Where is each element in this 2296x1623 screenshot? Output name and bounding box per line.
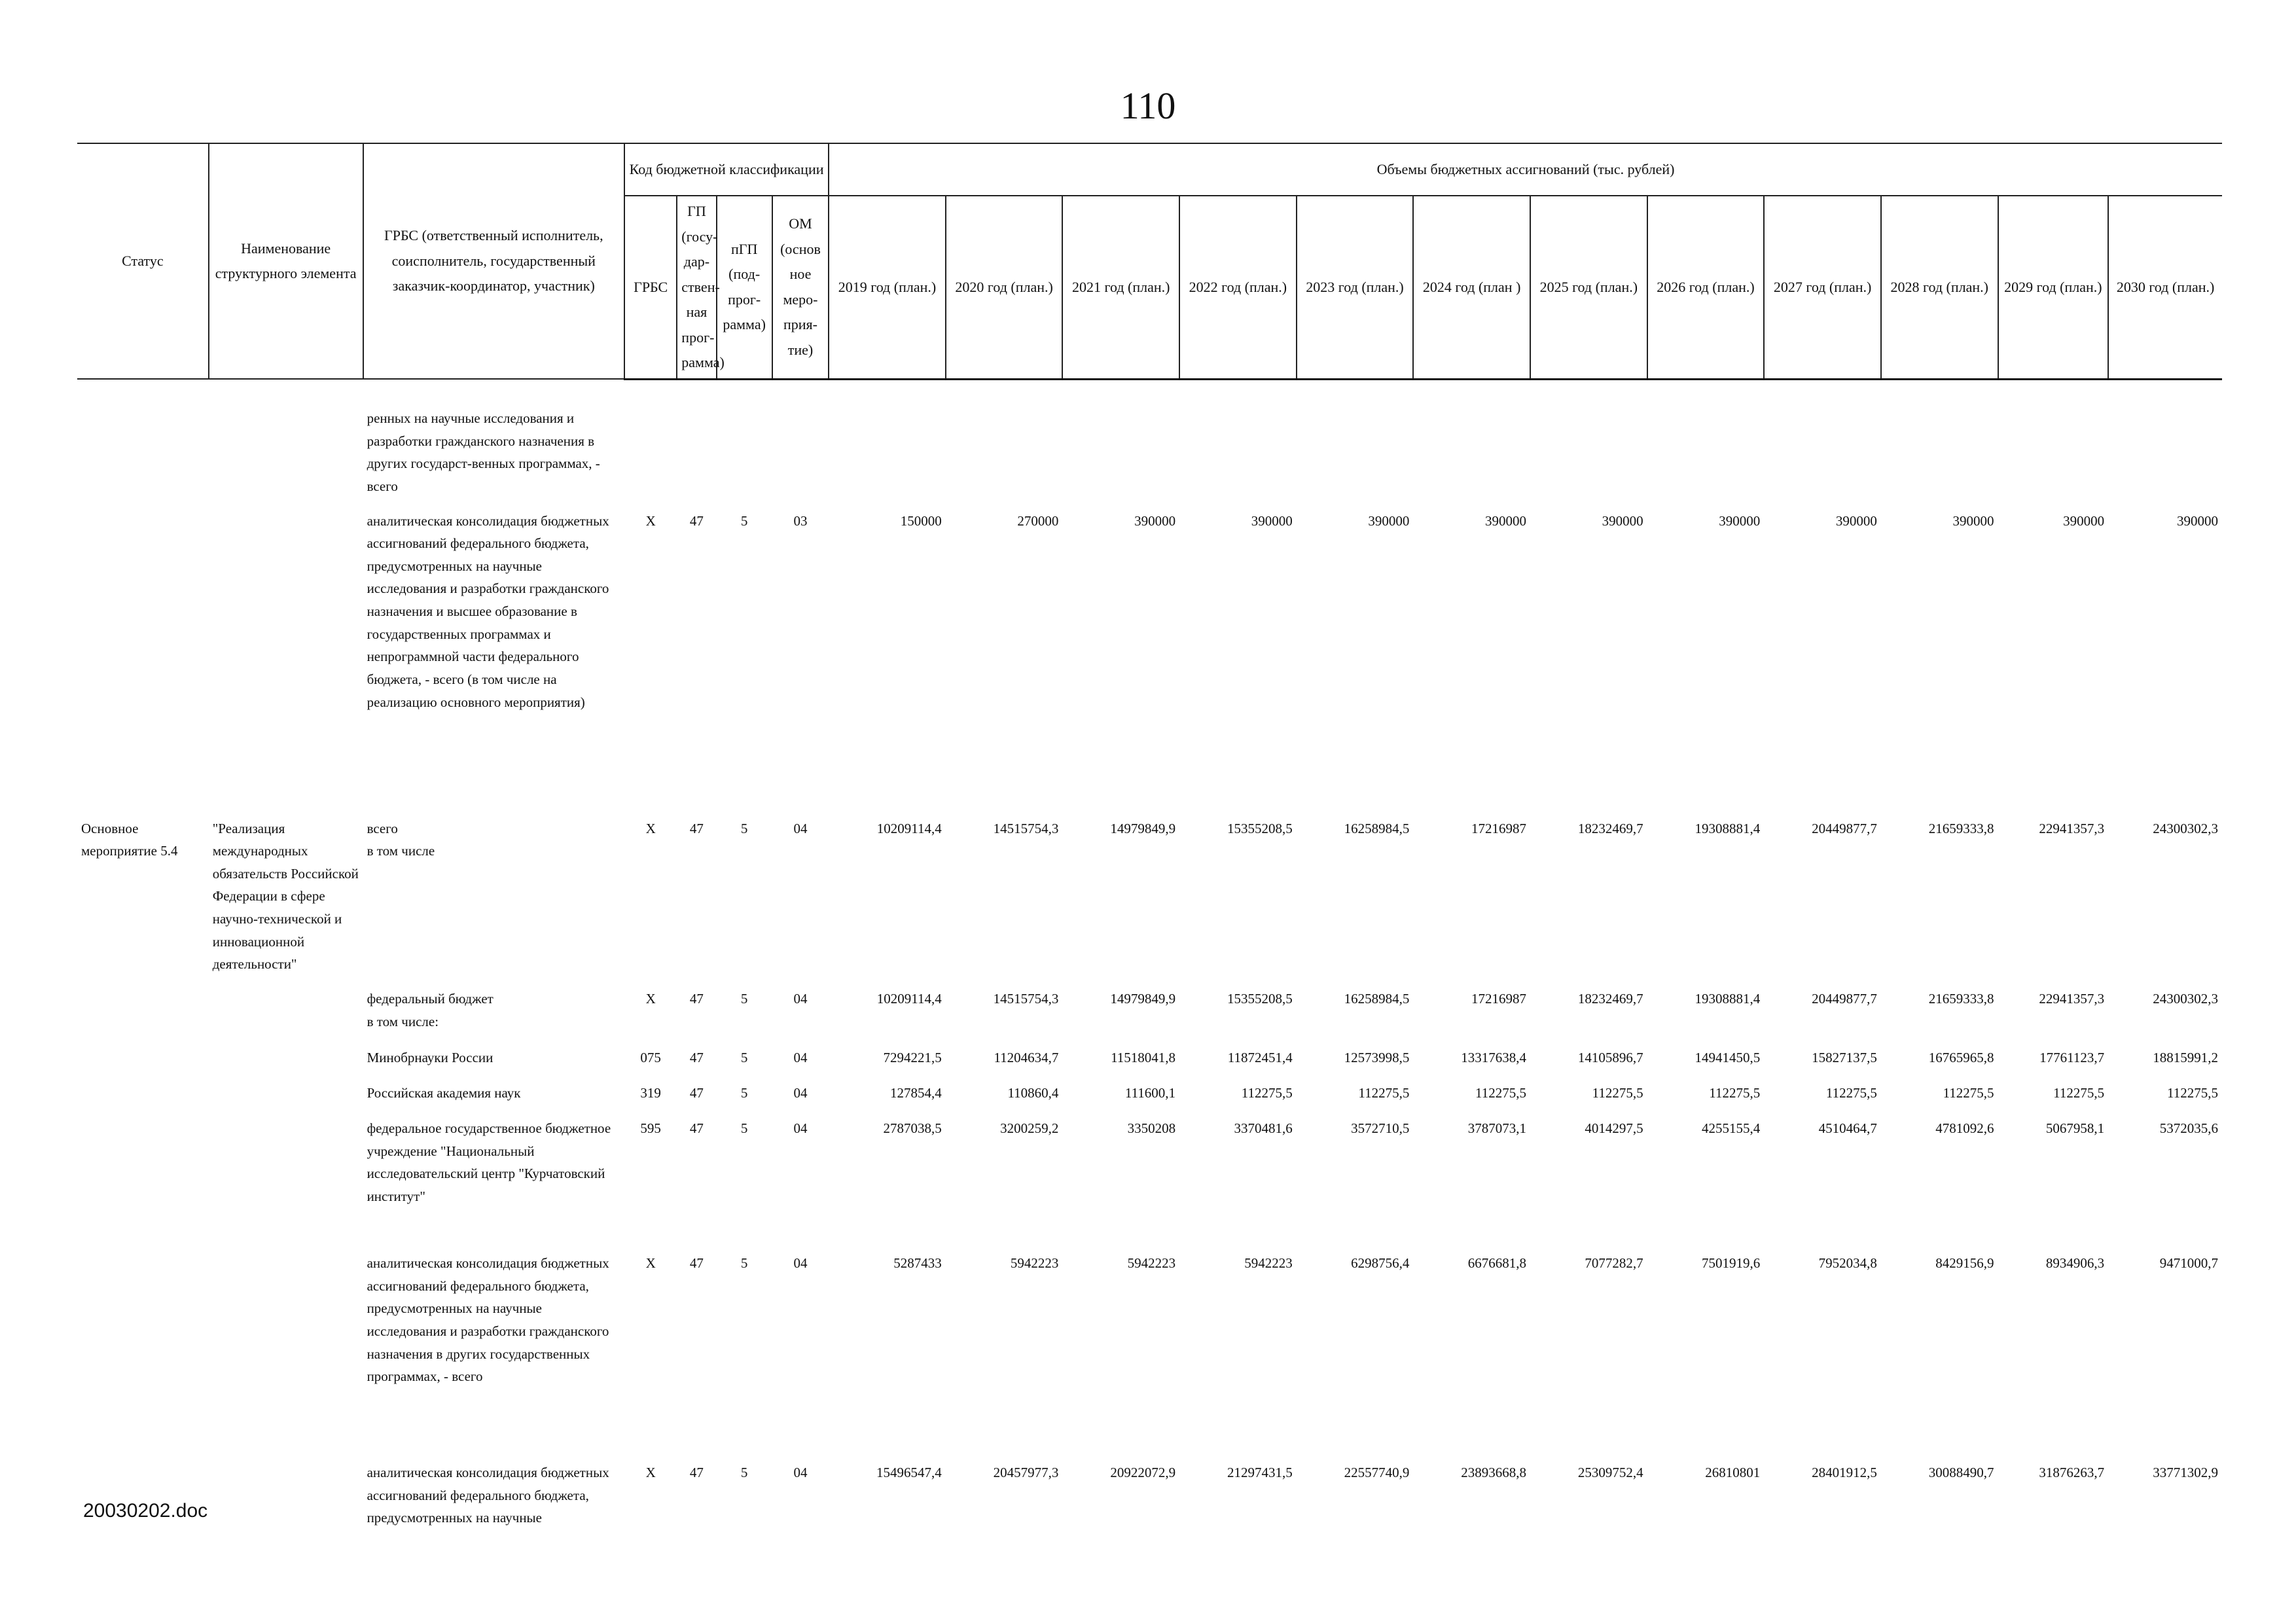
status-cell: [77, 1041, 209, 1077]
value-cell: [1647, 379, 1765, 505]
value-cell: 4781092,6: [1935, 1120, 1994, 1137]
value-cell: 14515754,3: [993, 991, 1059, 1007]
grbs-name-cell: Минобрнауки России: [367, 1050, 493, 1066]
gp-code-cell: 47: [689, 1465, 704, 1481]
value-cell: 30088490,7: [1928, 1465, 1994, 1481]
value-cell: 390000: [1134, 512, 1176, 529]
value-cell: 26810801: [1705, 1465, 1761, 1481]
grbs-name-cell: ренных на научные исследования и разработки гражданского назначения в других государст-венных программах, - всего: [367, 410, 600, 494]
value-cell: 15827137,5: [1812, 1050, 1877, 1066]
value-cell: 22941357,3: [2039, 820, 2105, 836]
pgp-code-cell: 5: [740, 1085, 748, 1101]
value-cell: 390000: [1368, 512, 1410, 529]
header-volumes-group: Объемы бюджетных ассигнований (тыс. рублей): [829, 143, 2222, 196]
value-cell: 17216987: [1471, 820, 1526, 836]
value-cell: 3350208: [1127, 1120, 1176, 1137]
value-cell: 20457977,3: [993, 1465, 1059, 1481]
value-cell: 14941450,5: [1695, 1050, 1761, 1066]
value-cell: 15355208,5: [1227, 991, 1293, 1007]
header-code-group: Код бюджетной классификации: [624, 143, 829, 196]
header-year: 2030 год (план.): [2108, 196, 2222, 379]
table-row: [77, 1456, 2222, 1554]
value-cell: 390000: [1484, 512, 1526, 529]
value-cell: 10209114,4: [876, 991, 942, 1007]
value-cell: 112275,5: [1825, 1085, 1877, 1101]
value-cell: 112275,5: [1358, 1085, 1410, 1101]
header-year: 2022 год (план.): [1179, 196, 1297, 379]
value-cell: 150000: [900, 512, 942, 529]
header-year: 2024 год (план ): [1413, 196, 1530, 379]
grbs-name-cell: всего в том числе: [367, 820, 435, 859]
value-cell: 8429156,9: [1935, 1255, 1994, 1272]
value-cell: 16258984,5: [1344, 820, 1410, 836]
value-cell: [1179, 379, 1297, 505]
element-name-cell: "Реализация международных обязательств Российской Федерации в сфере научно-технической и инновационной деятельности": [212, 820, 359, 972]
value-cell: 17216987: [1471, 991, 1526, 1007]
header-year: 2023 год (план.): [1297, 196, 1414, 379]
value-cell: 5942223: [1127, 1255, 1176, 1272]
value-cell: 390000: [1952, 512, 1994, 529]
pgp-code-cell: 5: [740, 1120, 748, 1137]
table-row: [77, 379, 2222, 505]
value-cell: 112275,5: [1592, 1085, 1643, 1101]
value-cell: 110860,4: [1007, 1085, 1059, 1101]
header-om: ОМ (основ ное меро-прия-тие): [772, 196, 829, 379]
value-cell: 4255155,4: [1702, 1120, 1761, 1137]
value-cell: 20449877,7: [1812, 991, 1877, 1007]
value-cell: 20922072,9: [1110, 1465, 1176, 1481]
value-cell: 5942223: [1244, 1255, 1293, 1272]
value-cell: 7501919,6: [1702, 1255, 1761, 1272]
header-year: 2019 год (план.): [829, 196, 946, 379]
grbs-code-cell: X: [645, 512, 656, 529]
header-pgp: пГП (под-прог-рамма): [717, 196, 772, 379]
value-cell: 12573998,5: [1344, 1050, 1410, 1066]
grbs-code-cell: 319: [640, 1085, 661, 1101]
value-cell: 111600,1: [1124, 1085, 1176, 1101]
grbs-code-cell: X: [645, 820, 656, 836]
om-code-cell: 03: [793, 512, 808, 529]
gp-code-cell: 47: [689, 1085, 704, 1101]
value-cell: 5067958,1: [2045, 1120, 2105, 1137]
value-cell: 5942223: [1010, 1255, 1059, 1272]
om-code-cell: 04: [793, 1120, 808, 1137]
value-cell: 18232469,7: [1577, 820, 1643, 836]
status-cell: [77, 1112, 209, 1247]
value-cell: 31876263,7: [2039, 1465, 2105, 1481]
status-cell: [77, 1247, 209, 1456]
header-year: 2026 год (план.): [1647, 196, 1765, 379]
value-cell: [1530, 379, 1647, 505]
value-cell: [1764, 379, 1881, 505]
document-filename: 20030202.doc: [83, 1500, 208, 1522]
value-cell: 390000: [1251, 512, 1293, 529]
value-cell: 21297431,5: [1227, 1465, 1293, 1481]
om-code-cell: [772, 379, 829, 505]
value-cell: 24300302,3: [2153, 991, 2218, 1007]
grbs-code-cell: X: [645, 991, 656, 1007]
value-cell: 14979849,9: [1110, 820, 1176, 836]
header-element-name: Наименование структурного элемента: [209, 143, 363, 379]
value-cell: 20449877,7: [1812, 820, 1877, 836]
grbs-name-cell: аналитическая консолидация бюджетных ассигнований федерального бюджета, предусмотренных на научные исследования и разработки гражданского назначения в других государственных программах, - всего: [367, 1255, 609, 1385]
budget-allocation-table: [77, 143, 2222, 1554]
value-cell: 270000: [1017, 512, 1059, 529]
value-cell: 112275,5: [1709, 1085, 1761, 1101]
value-cell: 21659333,8: [1928, 820, 1994, 836]
value-cell: 390000: [2177, 512, 2218, 529]
header-year: 2027 год (план.): [1764, 196, 1881, 379]
value-cell: 15355208,5: [1227, 820, 1293, 836]
element-name-cell: [209, 1077, 363, 1112]
value-cell: 7077282,7: [1585, 1255, 1643, 1272]
value-cell: 16258984,5: [1344, 991, 1410, 1007]
value-cell: 6298756,4: [1351, 1255, 1410, 1272]
value-cell: 9471000,7: [2159, 1255, 2218, 1272]
header-year: 2021 год (план.): [1062, 196, 1179, 379]
grbs-name-cell: аналитическая консолидация бюджетных ассигнований федерального бюджета, предусмотренных на научные исследования и разработки гражданского назначения и высшее образование в государственных программах и непрограммной части федерального бюджета, - всего (в том числе на реализацию основного мероприятия): [367, 512, 609, 710]
value-cell: 21659333,8: [1928, 991, 1994, 1007]
table-row: [77, 1247, 2222, 1456]
grbs-name-cell: федеральный бюджет в том числе:: [367, 991, 493, 1029]
element-name-cell: [209, 1456, 363, 1554]
gp-code-cell: 47: [689, 1120, 704, 1137]
gp-code-cell: 47: [689, 1255, 704, 1272]
value-cell: 3200259,2: [1000, 1120, 1059, 1137]
value-cell: 17761123,7: [2039, 1050, 2105, 1066]
value-cell: [1062, 379, 1179, 505]
element-name-cell: [209, 982, 363, 1041]
om-code-cell: 04: [793, 1050, 808, 1066]
element-name-cell: [209, 379, 363, 505]
value-cell: 19308881,4: [1695, 820, 1761, 836]
value-cell: 5372035,6: [2159, 1120, 2218, 1137]
value-cell: 11518041,8: [1111, 1050, 1176, 1066]
value-cell: 7952034,8: [1818, 1255, 1877, 1272]
om-code-cell: 04: [793, 820, 808, 836]
value-cell: 7294221,5: [883, 1050, 942, 1066]
gp-code-cell: 47: [689, 1050, 704, 1066]
value-cell: 390000: [2063, 512, 2105, 529]
table-row: [77, 812, 2222, 982]
gp-code-cell: 47: [689, 512, 704, 529]
value-cell: [1881, 379, 1998, 505]
value-cell: 112275,5: [2053, 1085, 2105, 1101]
value-cell: 25309752,4: [1577, 1465, 1643, 1481]
value-cell: [829, 379, 946, 505]
value-cell: 28401912,5: [1812, 1465, 1877, 1481]
value-cell: 15496547,4: [876, 1465, 942, 1481]
value-cell: 112275,5: [2167, 1085, 2218, 1101]
value-cell: 5287433: [893, 1255, 942, 1272]
om-code-cell: 04: [793, 1465, 808, 1481]
gp-code-cell: 47: [689, 820, 704, 836]
pgp-code-cell: 5: [740, 1050, 748, 1066]
grbs-name-cell: Российская академия наук: [367, 1085, 521, 1101]
value-cell: 127854,4: [890, 1085, 942, 1101]
header-year: 2028 год (план.): [1881, 196, 1998, 379]
page-number: 110: [1120, 84, 1176, 127]
pgp-code-cell: 5: [740, 1465, 748, 1481]
grbs-name-cell: аналитическая консолидация бюджетных ассигнований федерального бюджета, предусмотренных на научные: [367, 1465, 609, 1526]
grbs-code-cell: X: [645, 1255, 656, 1272]
value-cell: 14105896,7: [1577, 1050, 1643, 1066]
value-cell: 3787073,1: [1467, 1120, 1526, 1137]
table-row: [77, 1077, 2222, 1112]
value-cell: 14515754,3: [993, 820, 1059, 836]
value-cell: 4510464,7: [1818, 1120, 1877, 1137]
value-cell: 33771302,9: [2153, 1465, 2218, 1481]
header-year: 2020 год (план.): [946, 196, 1063, 379]
header-grbs: ГРБС: [624, 196, 677, 379]
value-cell: 2787038,5: [883, 1120, 942, 1137]
header-status: Статус: [77, 143, 209, 379]
header-year: 2025 год (план.): [1530, 196, 1647, 379]
value-cell: 6676681,8: [1467, 1255, 1526, 1272]
value-cell: 23893668,8: [1461, 1465, 1526, 1481]
value-cell: [2108, 379, 2222, 505]
status-cell: [77, 982, 209, 1041]
status-cell: Основное мероприятие 5.4: [81, 820, 178, 859]
om-code-cell: 04: [793, 1085, 808, 1101]
value-cell: 18815991,2: [2153, 1050, 2218, 1066]
value-cell: 18232469,7: [1577, 991, 1643, 1007]
om-code-cell: 04: [793, 991, 808, 1007]
element-name-cell: [209, 1041, 363, 1077]
value-cell: 390000: [1835, 512, 1877, 529]
om-code-cell: 04: [793, 1255, 808, 1272]
pgp-code-cell: 5: [740, 820, 748, 836]
element-name-cell: [209, 1112, 363, 1247]
value-cell: 14979849,9: [1110, 991, 1176, 1007]
value-cell: [1998, 379, 2109, 505]
gp-code-cell: [677, 379, 716, 505]
status-cell: [77, 379, 209, 505]
value-cell: 112275,5: [1943, 1085, 1994, 1101]
gp-code-cell: 47: [689, 991, 704, 1007]
table-row: [77, 1041, 2222, 1077]
status-cell: [77, 505, 209, 812]
element-name-cell: [209, 1247, 363, 1456]
value-cell: [1413, 379, 1530, 505]
header-year: 2029 год (план.): [1998, 196, 2109, 379]
value-cell: 3370481,6: [1234, 1120, 1293, 1137]
grbs-code-cell: 075: [640, 1050, 661, 1066]
value-cell: 3572710,5: [1351, 1120, 1410, 1137]
pgp-code-cell: 5: [740, 991, 748, 1007]
value-cell: 4014297,5: [1585, 1120, 1643, 1137]
grbs-code-cell: X: [645, 1465, 656, 1481]
value-cell: [1297, 379, 1414, 505]
value-cell: 11872451,4: [1227, 1050, 1293, 1066]
table-row: [77, 982, 2222, 1041]
value-cell: 13317638,4: [1461, 1050, 1526, 1066]
grbs-code-cell: 595: [640, 1120, 661, 1137]
value-cell: 112275,5: [1475, 1085, 1526, 1101]
pgp-code-cell: [717, 379, 772, 505]
pgp-code-cell: 5: [740, 512, 748, 529]
header-gp: ГП (госу-дар-ствен-ная прог-рамма): [677, 196, 716, 379]
value-cell: 22557740,9: [1344, 1465, 1410, 1481]
value-cell: 390000: [1719, 512, 1761, 529]
value-cell: 24300302,3: [2153, 820, 2218, 836]
pgp-code-cell: 5: [740, 1255, 748, 1272]
value-cell: 11204634,7: [994, 1050, 1059, 1066]
status-cell: [77, 1077, 209, 1112]
value-cell: 16765965,8: [1928, 1050, 1994, 1066]
table-row: [77, 505, 2222, 812]
value-cell: [946, 379, 1063, 505]
value-cell: 19308881,4: [1695, 991, 1761, 1007]
value-cell: 22941357,3: [2039, 991, 2105, 1007]
grbs-code-cell: [624, 379, 677, 505]
value-cell: 390000: [1602, 512, 1643, 529]
element-name-cell: [209, 505, 363, 812]
value-cell: 112275,5: [1241, 1085, 1293, 1101]
header-grbs-full: ГРБС (ответственный исполнитель, соисполнитель, государственный заказчик-координатор, участник): [363, 143, 624, 379]
value-cell: 8934906,3: [2045, 1255, 2105, 1272]
table-row: [77, 1112, 2222, 1247]
value-cell: 10209114,4: [876, 820, 942, 836]
grbs-name-cell: федеральное государственное бюджетное учреждение "Национальный исследовательский центр "Курчатовский институт": [367, 1120, 611, 1204]
